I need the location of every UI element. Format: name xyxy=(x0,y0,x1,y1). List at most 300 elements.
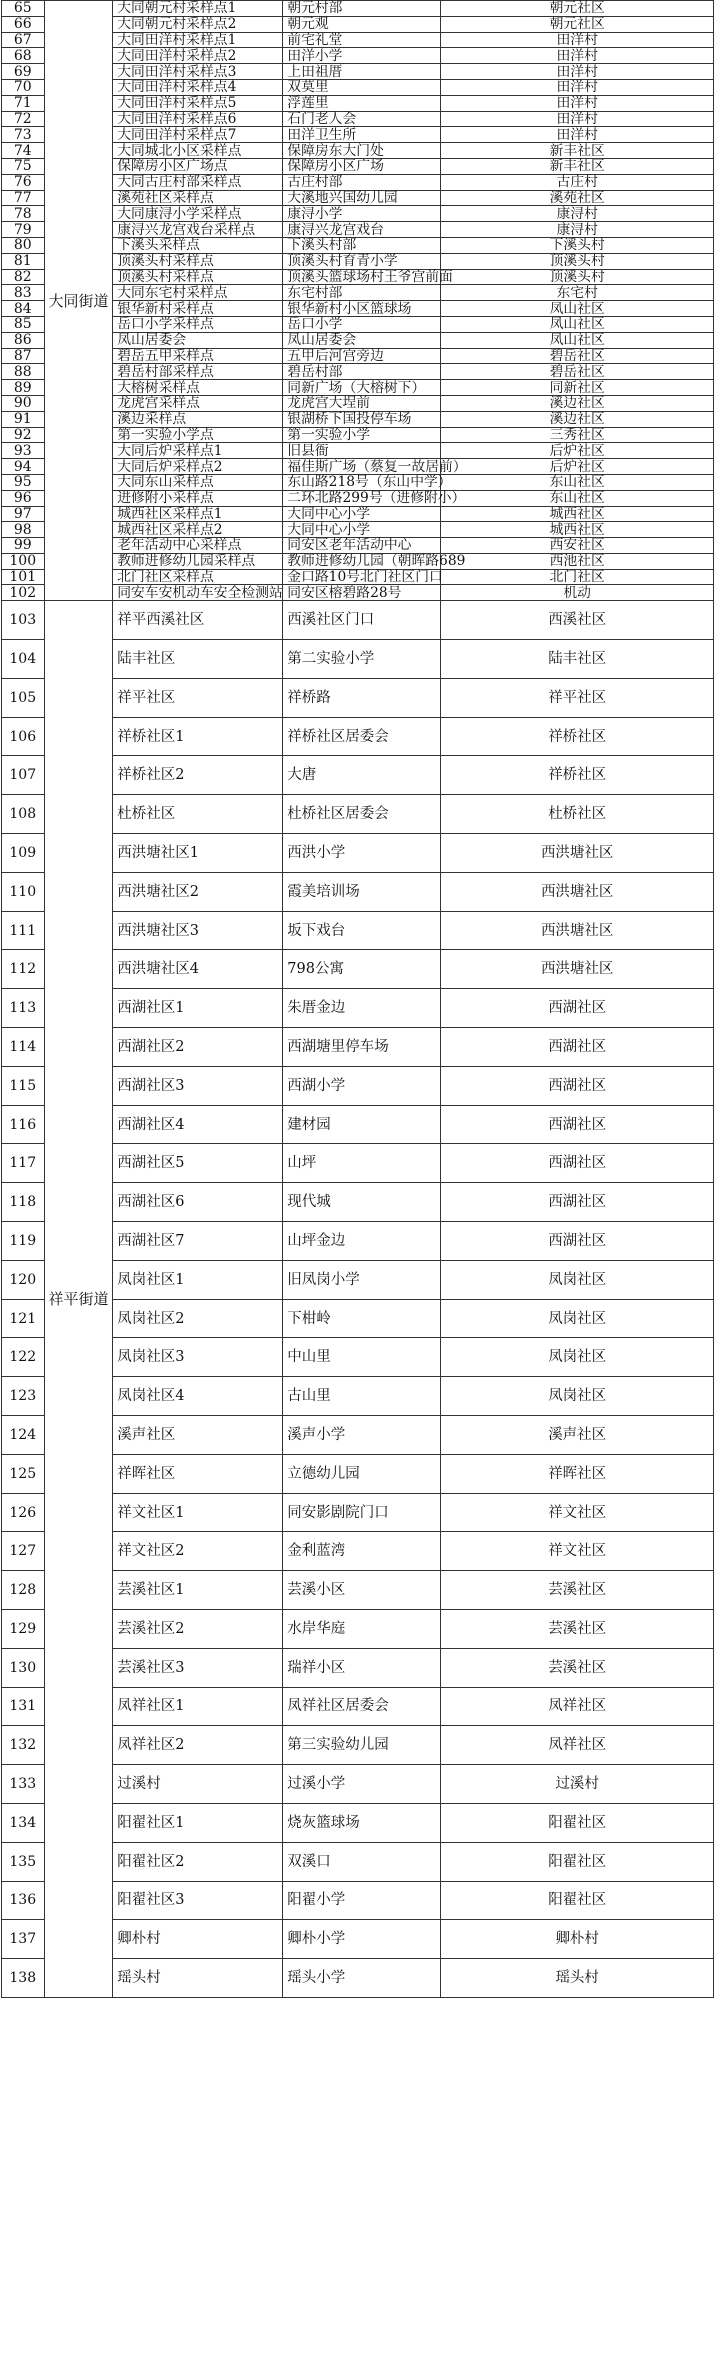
row-number-cell: 111 xyxy=(2,911,45,950)
community-cell: 田洋村 xyxy=(441,111,714,127)
community-cell: 祥文社区 xyxy=(441,1493,714,1532)
community-cell: 阳翟社区 xyxy=(441,1842,714,1881)
row-number-cell: 95 xyxy=(2,474,45,490)
community-cell: 田洋村 xyxy=(441,64,714,80)
address-cell: 山坪金边 xyxy=(283,1222,441,1261)
sampling-point-cell: 杜桥社区 xyxy=(113,795,283,834)
table-row xyxy=(2,1,714,17)
community-cell: 机动 xyxy=(441,585,714,601)
community-cell: 凤祥社区 xyxy=(441,1687,714,1726)
address-cell: 碧岳村部 xyxy=(283,364,441,380)
row-number-cell: 117 xyxy=(2,1144,45,1183)
sampling-point-cell: 芸溪社区3 xyxy=(113,1648,283,1687)
row-number-cell: 125 xyxy=(2,1454,45,1493)
row-number-cell: 109 xyxy=(2,834,45,873)
community-cell: 祥桥社区 xyxy=(441,756,714,795)
address-cell: 田洋小学 xyxy=(283,48,441,64)
address-cell: 金利蓝湾 xyxy=(283,1532,441,1571)
sampling-point-cell: 岳口小学采样点 xyxy=(113,316,283,332)
community-cell: 溪苑社区 xyxy=(441,190,714,206)
address-cell: 下溪头村部 xyxy=(283,237,441,253)
sampling-point-cell: 银华新村采样点 xyxy=(113,301,283,317)
sampling-point-cell: 西洪塘社区4 xyxy=(113,950,283,989)
address-cell: 同安区榕碧路28号 xyxy=(283,585,441,601)
street-cell: 祥平街道 xyxy=(44,601,113,1998)
sampling-point-cell: 西湖社区5 xyxy=(113,1144,283,1183)
sampling-point-cell: 卿朴村 xyxy=(113,1920,283,1959)
community-cell: 凤岗社区 xyxy=(441,1260,714,1299)
row-number-cell: 94 xyxy=(2,459,45,475)
row-number-cell: 116 xyxy=(2,1105,45,1144)
address-cell: 瑶头小学 xyxy=(283,1959,441,1998)
address-cell: 保障房东大门处 xyxy=(283,143,441,159)
row-number-cell: 100 xyxy=(2,553,45,569)
address-cell: 浮莲里 xyxy=(283,95,441,111)
sampling-point-cell: 康浔兴龙宫戏台采样点 xyxy=(113,222,283,238)
sampling-point-cell: 大同朝元村采样点2 xyxy=(113,16,283,32)
address-cell: 凤祥社区居委会 xyxy=(283,1687,441,1726)
address-cell: 旧凤岗小学 xyxy=(283,1260,441,1299)
row-number-cell: 73 xyxy=(2,127,45,143)
row-number-cell: 131 xyxy=(2,1687,45,1726)
sampling-point-cell: 大同古庄村部采样点 xyxy=(113,174,283,190)
address-cell: 教师进修幼儿园（朝晖路689 xyxy=(283,553,441,569)
sampling-point-cell: 大同田洋村采样点5 xyxy=(113,95,283,111)
row-number-cell: 84 xyxy=(2,301,45,317)
address-cell: 第二实验小学 xyxy=(283,640,441,679)
sampling-point-cell: 芸溪社区1 xyxy=(113,1571,283,1610)
row-number-cell: 72 xyxy=(2,111,45,127)
row-number-cell: 96 xyxy=(2,490,45,506)
sampling-point-cell: 龙虎宫采样点 xyxy=(113,395,283,411)
address-cell: 建材园 xyxy=(283,1105,441,1144)
community-cell: 溪声社区 xyxy=(441,1416,714,1455)
address-cell: 霞美培训场 xyxy=(283,872,441,911)
row-number-cell: 68 xyxy=(2,48,45,64)
row-number-cell: 76 xyxy=(2,174,45,190)
community-cell: 凤祥社区 xyxy=(441,1726,714,1765)
row-number-cell: 90 xyxy=(2,395,45,411)
community-cell: 凤岗社区 xyxy=(441,1377,714,1416)
sampling-point-cell: 凤山居委会 xyxy=(113,332,283,348)
sampling-point-cell: 凤岗社区4 xyxy=(113,1377,283,1416)
community-cell: 凤山社区 xyxy=(441,316,714,332)
sampling-point-cell: 西湖社区7 xyxy=(113,1222,283,1261)
sampling-point-cell: 西洪塘社区1 xyxy=(113,834,283,873)
community-cell: 西洪塘社区 xyxy=(441,872,714,911)
sampling-point-cell: 西洪塘社区3 xyxy=(113,911,283,950)
community-cell: 西洪塘社区 xyxy=(441,911,714,950)
community-cell: 城西社区 xyxy=(441,522,714,538)
address-cell: 祥桥社区居委会 xyxy=(283,717,441,756)
sampling-point-cell: 大同田洋村采样点4 xyxy=(113,79,283,95)
community-cell: 顶溪头村 xyxy=(441,269,714,285)
address-cell: 下柑岭 xyxy=(283,1299,441,1338)
community-cell: 田洋村 xyxy=(441,32,714,48)
address-cell: 朝元村部 xyxy=(283,1,441,17)
row-number-cell: 82 xyxy=(2,269,45,285)
sampling-point-cell: 祥晖社区 xyxy=(113,1454,283,1493)
community-cell: 西洪塘社区 xyxy=(441,950,714,989)
address-cell: 田洋卫生所 xyxy=(283,127,441,143)
row-number-cell: 87 xyxy=(2,348,45,364)
address-cell: 东宅村部 xyxy=(283,285,441,301)
row-number-cell: 127 xyxy=(2,1532,45,1571)
community-cell: 西湖社区 xyxy=(441,1144,714,1183)
row-number-cell: 122 xyxy=(2,1338,45,1377)
sampling-point-cell: 城西社区采样点1 xyxy=(113,506,283,522)
row-number-cell: 108 xyxy=(2,795,45,834)
community-cell: 溪边社区 xyxy=(441,411,714,427)
community-cell: 祥桥社区 xyxy=(441,717,714,756)
sampling-point-cell: 大同城北小区采样点 xyxy=(113,143,283,159)
community-cell: 凤岗社区 xyxy=(441,1338,714,1377)
address-cell: 石门老人会 xyxy=(283,111,441,127)
row-number-cell: 69 xyxy=(2,64,45,80)
community-cell: 芸溪社区 xyxy=(441,1610,714,1649)
sampling-point-cell: 同安车安机动车安全检测站 xyxy=(113,585,283,601)
row-number-cell: 138 xyxy=(2,1959,45,1998)
row-number-cell: 123 xyxy=(2,1377,45,1416)
address-cell: 银华新村小区篮球场 xyxy=(283,301,441,317)
sampling-point-cell: 陆丰社区 xyxy=(113,640,283,679)
address-cell: 凤山居委会 xyxy=(283,332,441,348)
community-cell: 东山社区 xyxy=(441,474,714,490)
row-number-cell: 110 xyxy=(2,872,45,911)
sampling-point-cell: 祥文社区1 xyxy=(113,1493,283,1532)
sampling-point-cell: 阳翟社区3 xyxy=(113,1881,283,1920)
row-number-cell: 137 xyxy=(2,1920,45,1959)
address-cell: 中山里 xyxy=(283,1338,441,1377)
row-number-cell: 129 xyxy=(2,1610,45,1649)
community-cell: 阳翟社区 xyxy=(441,1881,714,1920)
community-cell: 祥平社区 xyxy=(441,678,714,717)
address-cell: 大同中心小学 xyxy=(283,506,441,522)
community-cell: 田洋村 xyxy=(441,95,714,111)
community-cell: 下溪头村 xyxy=(441,237,714,253)
row-number-cell: 120 xyxy=(2,1260,45,1299)
address-cell: 福佳斯广场（蔡复一故居前） xyxy=(283,459,441,475)
community-cell: 北门社区 xyxy=(441,569,714,585)
sampling-point-cell: 凤岗社区2 xyxy=(113,1299,283,1338)
community-cell: 古庄村 xyxy=(441,174,714,190)
sampling-points-table xyxy=(1,0,714,1998)
sampling-point-cell: 碧岳五甲采样点 xyxy=(113,348,283,364)
sampling-point-cell: 西湖社区2 xyxy=(113,1028,283,1067)
community-cell: 西湖社区 xyxy=(441,1028,714,1067)
row-number-cell: 132 xyxy=(2,1726,45,1765)
community-cell: 祥文社区 xyxy=(441,1532,714,1571)
community-cell: 卿朴村 xyxy=(441,1920,714,1959)
community-cell: 西湖社区 xyxy=(441,1183,714,1222)
community-cell: 溪边社区 xyxy=(441,395,714,411)
row-number-cell: 85 xyxy=(2,316,45,332)
sampling-point-cell: 大榕树采样点 xyxy=(113,380,283,396)
row-number-cell: 92 xyxy=(2,427,45,443)
sampling-point-cell: 北门社区采样点 xyxy=(113,569,283,585)
community-cell: 西池社区 xyxy=(441,553,714,569)
row-number-cell: 103 xyxy=(2,601,45,640)
address-cell: 798公寓 xyxy=(283,950,441,989)
community-cell: 田洋村 xyxy=(441,48,714,64)
row-number-cell: 102 xyxy=(2,585,45,601)
address-cell: 大唐 xyxy=(283,756,441,795)
row-number-cell: 80 xyxy=(2,237,45,253)
sampling-point-cell: 顶溪头村采样点 xyxy=(113,269,283,285)
address-cell: 上田祖厝 xyxy=(283,64,441,80)
sampling-point-cell: 祥平西溪社区 xyxy=(113,601,283,640)
sampling-point-cell: 祥桥社区2 xyxy=(113,756,283,795)
row-number-cell: 86 xyxy=(2,332,45,348)
address-cell: 过溪小学 xyxy=(283,1765,441,1804)
address-cell: 双莫里 xyxy=(283,79,441,95)
row-number-cell: 66 xyxy=(2,16,45,32)
sampling-point-cell: 大同后炉采样点1 xyxy=(113,443,283,459)
address-cell: 烧灰篮球场 xyxy=(283,1803,441,1842)
sampling-point-cell: 西湖社区3 xyxy=(113,1066,283,1105)
sampling-point-cell: 教师进修幼儿园采样点 xyxy=(113,553,283,569)
community-cell: 碧岳社区 xyxy=(441,348,714,364)
sampling-point-cell: 大同田洋村采样点2 xyxy=(113,48,283,64)
address-cell: 山坪 xyxy=(283,1144,441,1183)
row-number-cell: 124 xyxy=(2,1416,45,1455)
sampling-point-cell: 进修附小采样点 xyxy=(113,490,283,506)
row-number-cell: 98 xyxy=(2,522,45,538)
community-cell: 阳翟社区 xyxy=(441,1803,714,1842)
community-cell: 西湖社区 xyxy=(441,1066,714,1105)
address-cell: 岳口小学 xyxy=(283,316,441,332)
row-number-cell: 99 xyxy=(2,538,45,554)
sampling-point-cell: 凤祥社区2 xyxy=(113,1726,283,1765)
address-cell: 顶溪头篮球场村王爷宫前面 xyxy=(283,269,441,285)
sampling-point-cell: 大同田洋村采样点3 xyxy=(113,64,283,80)
row-number-cell: 93 xyxy=(2,443,45,459)
sampling-point-cell: 大同田洋村采样点6 xyxy=(113,111,283,127)
address-cell: 第一实验小学 xyxy=(283,427,441,443)
community-cell: 新丰社区 xyxy=(441,143,714,159)
sampling-point-cell: 过溪村 xyxy=(113,1765,283,1804)
community-cell: 凤岗社区 xyxy=(441,1299,714,1338)
address-cell: 西洪小学 xyxy=(283,834,441,873)
sampling-point-cell: 大同朝元村采样点1 xyxy=(113,1,283,17)
row-number-cell: 81 xyxy=(2,253,45,269)
sampling-point-cell: 西湖社区1 xyxy=(113,989,283,1028)
sampling-point-cell: 阳翟社区2 xyxy=(113,1842,283,1881)
sampling-point-cell: 阳翟社区1 xyxy=(113,1803,283,1842)
address-cell: 龙虎宫大埕前 xyxy=(283,395,441,411)
community-cell: 凤山社区 xyxy=(441,301,714,317)
sampling-point-cell: 西洪塘社区2 xyxy=(113,872,283,911)
community-cell: 东山社区 xyxy=(441,490,714,506)
sampling-point-cell: 溪边采样点 xyxy=(113,411,283,427)
sampling-point-cell: 大同田洋村采样点1 xyxy=(113,32,283,48)
community-cell: 田洋村 xyxy=(441,79,714,95)
address-cell: 朝元观 xyxy=(283,16,441,32)
community-cell: 同新社区 xyxy=(441,380,714,396)
community-cell: 西溪社区 xyxy=(441,601,714,640)
sampling-point-cell: 祥文社区2 xyxy=(113,1532,283,1571)
row-number-cell: 134 xyxy=(2,1803,45,1842)
sampling-point-cell: 顶溪头村采样点 xyxy=(113,253,283,269)
address-cell: 顶溪头村育青小学 xyxy=(283,253,441,269)
row-number-cell: 65 xyxy=(2,1,45,17)
row-number-cell: 126 xyxy=(2,1493,45,1532)
community-cell: 凤山社区 xyxy=(441,332,714,348)
community-cell: 碧岳社区 xyxy=(441,364,714,380)
sampling-point-cell: 凤岗社区3 xyxy=(113,1338,283,1377)
address-cell: 前宅礼堂 xyxy=(283,32,441,48)
row-number-cell: 77 xyxy=(2,190,45,206)
community-cell: 杜桥社区 xyxy=(441,795,714,834)
row-number-cell: 130 xyxy=(2,1648,45,1687)
sampling-point-cell: 第一实验小学点 xyxy=(113,427,283,443)
sampling-point-cell: 大同东宅村采样点 xyxy=(113,285,283,301)
address-cell: 朱厝金边 xyxy=(283,989,441,1028)
community-cell: 瑶头村 xyxy=(441,1959,714,1998)
address-cell: 祥桥路 xyxy=(283,678,441,717)
row-number-cell: 88 xyxy=(2,364,45,380)
community-cell: 城西社区 xyxy=(441,506,714,522)
address-cell: 大同中心小学 xyxy=(283,522,441,538)
row-number-cell: 128 xyxy=(2,1571,45,1610)
row-number-cell: 91 xyxy=(2,411,45,427)
table-row xyxy=(2,601,714,640)
address-cell: 五甲后河宫旁边 xyxy=(283,348,441,364)
community-cell: 西安社区 xyxy=(441,538,714,554)
row-number-cell: 133 xyxy=(2,1765,45,1804)
row-number-cell: 78 xyxy=(2,206,45,222)
sampling-point-cell: 大同东山采样点 xyxy=(113,474,283,490)
row-number-cell: 106 xyxy=(2,717,45,756)
address-cell: 大溪地兴国幼儿园 xyxy=(283,190,441,206)
address-cell: 康浔小学 xyxy=(283,206,441,222)
community-cell: 西湖社区 xyxy=(441,1105,714,1144)
address-cell: 双溪口 xyxy=(283,1842,441,1881)
community-cell: 西湖社区 xyxy=(441,989,714,1028)
community-cell: 西洪塘社区 xyxy=(441,834,714,873)
row-number-cell: 112 xyxy=(2,950,45,989)
sampling-point-cell: 凤祥社区1 xyxy=(113,1687,283,1726)
community-cell: 东宅村 xyxy=(441,285,714,301)
street-cell: 大同街道 xyxy=(44,1,113,601)
address-cell: 溪声小学 xyxy=(283,1416,441,1455)
sampling-point-cell: 瑶头村 xyxy=(113,1959,283,1998)
row-number-cell: 67 xyxy=(2,32,45,48)
address-cell: 同安影剧院门口 xyxy=(283,1493,441,1532)
address-cell: 金口路10号北门社区门口 xyxy=(283,569,441,585)
address-cell: 保障房小区广场 xyxy=(283,158,441,174)
community-cell: 祥晖社区 xyxy=(441,1454,714,1493)
sampling-point-cell: 凤岗社区1 xyxy=(113,1260,283,1299)
row-number-cell: 105 xyxy=(2,678,45,717)
address-cell: 杜桥社区居委会 xyxy=(283,795,441,834)
row-number-cell: 70 xyxy=(2,79,45,95)
community-cell: 康浔村 xyxy=(441,206,714,222)
sampling-point-cell: 西湖社区6 xyxy=(113,1183,283,1222)
community-cell: 新丰社区 xyxy=(441,158,714,174)
sampling-point-cell: 大同后炉采样点2 xyxy=(113,459,283,475)
sampling-point-cell: 碧岳村部采样点 xyxy=(113,364,283,380)
sampling-point-cell: 老年活动中心采样点 xyxy=(113,538,283,554)
community-cell: 芸溪社区 xyxy=(441,1648,714,1687)
community-cell: 田洋村 xyxy=(441,127,714,143)
community-cell: 康浔村 xyxy=(441,222,714,238)
address-cell: 第三实验幼儿园 xyxy=(283,1726,441,1765)
community-cell: 后炉社区 xyxy=(441,443,714,459)
sampling-point-cell: 大同田洋村采样点7 xyxy=(113,127,283,143)
community-cell: 后炉社区 xyxy=(441,459,714,475)
sampling-point-cell: 芸溪社区2 xyxy=(113,1610,283,1649)
row-number-cell: 136 xyxy=(2,1881,45,1920)
address-cell: 银湖桥下国投停车场 xyxy=(283,411,441,427)
address-cell: 现代城 xyxy=(283,1183,441,1222)
community-cell: 陆丰社区 xyxy=(441,640,714,679)
row-number-cell: 121 xyxy=(2,1299,45,1338)
sampling-point-cell: 保障房小区广场点 xyxy=(113,158,283,174)
row-number-cell: 83 xyxy=(2,285,45,301)
sampling-point-cell: 溪苑社区采样点 xyxy=(113,190,283,206)
row-number-cell: 115 xyxy=(2,1066,45,1105)
row-number-cell: 74 xyxy=(2,143,45,159)
row-number-cell: 71 xyxy=(2,95,45,111)
row-number-cell: 118 xyxy=(2,1183,45,1222)
sampling-point-cell: 祥平社区 xyxy=(113,678,283,717)
row-number-cell: 113 xyxy=(2,989,45,1028)
community-cell: 朝元社区 xyxy=(441,1,714,17)
sampling-point-cell: 大同康浔小学采样点 xyxy=(113,206,283,222)
sampling-point-cell: 下溪头采样点 xyxy=(113,237,283,253)
address-cell: 阳翟小学 xyxy=(283,1881,441,1920)
address-cell: 西湖小学 xyxy=(283,1066,441,1105)
community-cell: 芸溪社区 xyxy=(441,1571,714,1610)
address-cell: 西溪社区门口 xyxy=(283,601,441,640)
row-number-cell: 101 xyxy=(2,569,45,585)
address-cell: 芸溪小区 xyxy=(283,1571,441,1610)
row-number-cell: 79 xyxy=(2,222,45,238)
row-number-cell: 114 xyxy=(2,1028,45,1067)
row-number-cell: 97 xyxy=(2,506,45,522)
community-cell: 朝元社区 xyxy=(441,16,714,32)
address-cell: 西湖塘里停车场 xyxy=(283,1028,441,1067)
address-cell: 二环北路299号（进修附小） xyxy=(283,490,441,506)
address-cell: 水岸华庭 xyxy=(283,1610,441,1649)
community-cell: 顶溪头村 xyxy=(441,253,714,269)
community-cell: 过溪村 xyxy=(441,1765,714,1804)
row-number-cell: 119 xyxy=(2,1222,45,1261)
address-cell: 康浔兴龙宫戏台 xyxy=(283,222,441,238)
table-body xyxy=(2,1,714,1998)
sampling-point-cell: 城西社区采样点2 xyxy=(113,522,283,538)
row-number-cell: 75 xyxy=(2,158,45,174)
address-cell: 古庄村部 xyxy=(283,174,441,190)
sampling-point-cell: 祥桥社区1 xyxy=(113,717,283,756)
row-number-cell: 89 xyxy=(2,380,45,396)
address-cell: 旧县衙 xyxy=(283,443,441,459)
address-cell: 东山路218号（东山中学） xyxy=(283,474,441,490)
address-cell: 同安区老年活动中心 xyxy=(283,538,441,554)
row-number-cell: 135 xyxy=(2,1842,45,1881)
row-number-cell: 104 xyxy=(2,640,45,679)
community-cell: 西湖社区 xyxy=(441,1222,714,1261)
row-number-cell: 107 xyxy=(2,756,45,795)
address-cell: 立德幼儿园 xyxy=(283,1454,441,1493)
community-cell: 三秀社区 xyxy=(441,427,714,443)
sampling-point-cell: 溪声社区 xyxy=(113,1416,283,1455)
address-cell: 同新广场（大榕树下） xyxy=(283,380,441,396)
address-cell: 卿朴小学 xyxy=(283,1920,441,1959)
address-cell: 古山里 xyxy=(283,1377,441,1416)
address-cell: 瑞祥小区 xyxy=(283,1648,441,1687)
